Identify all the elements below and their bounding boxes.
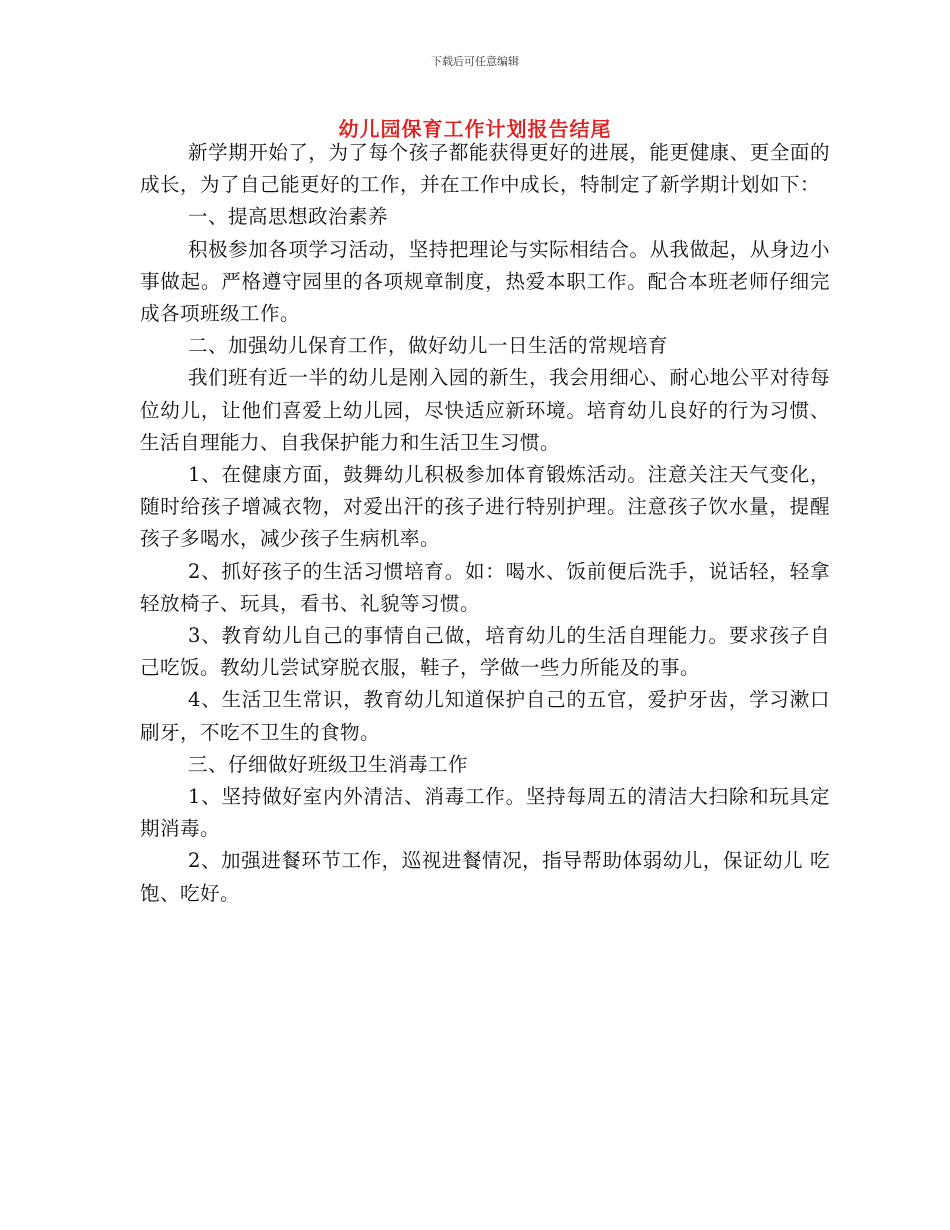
section-heading-2: 二、加强幼儿保育工作，做好幼儿一日生活的常规培育 bbox=[188, 334, 669, 358]
section-heading-1: 一、提高思想政治素养 bbox=[188, 205, 389, 229]
list-item-self-care: 3、教育幼儿自己的事情自己做，培育幼儿的生活自理能力。要求孩子自己吃饭。教幼儿尝试穿脱衣服，鞋子，学做一些力所能及的事。 bbox=[140, 624, 830, 680]
list-item-habits: 2、抓好孩子的生活习惯培育。如：喝水、饭前便后洗手，说话轻，轻拿轻放椅子、玩具，看书、礼貌等习惯。 bbox=[140, 559, 830, 615]
list-item-health: 1、在健康方面，鼓舞幼儿积极参加体育锻炼活动。注意关注天气变化，随时给孩子增减衣物，对爱出汗的孩子进行特别护理。注意孩子饮水量，提醒孩子多喝水，减少孩子生病机率。 bbox=[140, 463, 830, 551]
document-title: 幼儿园保育工作计划报告结尾 bbox=[338, 117, 612, 141]
paragraph-section-1: 积极参加各项学习活动，坚持把理论与实际相结合。从我做起，从身边小事做起。严格遵守园里的各项规章制度，热爱本职工作。配合本班老师仔细完成各项班级工作。 bbox=[140, 237, 830, 326]
list-item-cleaning: 1、坚持做好室内外清洁、消毒工作。坚持每周五的清洁大扫除和玩具定期消毒。 bbox=[140, 785, 830, 841]
section-heading-3: 三、仔细做好班级卫生消毒工作 bbox=[188, 752, 469, 776]
paragraph-intro: 新学期开始了，为了每个孩子都能获得更好的进展，能更健康、更全面的成长，为了自己能更好的工作，并在工作中成长，特制定了新学期计划如下： bbox=[140, 141, 830, 197]
paragraph-section-2: 我们班有近一半的幼儿是刚入园的新生，我会用细心、耐心地公平对待每位幼儿，让他们喜爱上幼儿园，尽快适应新环境。培育幼儿良好的行为习惯、生活自理能力、自我保护能力和生活卫生习惯。 bbox=[140, 366, 830, 454]
document-body bbox=[140, 137, 830, 910]
list-item-hygiene: 4、生活卫生常识，教育幼儿知道保护自己的五官，爱护牙齿，学习漱口刷牙，不吃不卫生的食物。 bbox=[140, 688, 830, 744]
list-item-meals: 2、加强进餐环节工作，巡视进餐情况，指导帮助体弱幼儿，保证幼儿 吃饱、吃好。 bbox=[140, 849, 830, 905]
header-note: 下载后可任意编辑 bbox=[431, 55, 519, 68]
